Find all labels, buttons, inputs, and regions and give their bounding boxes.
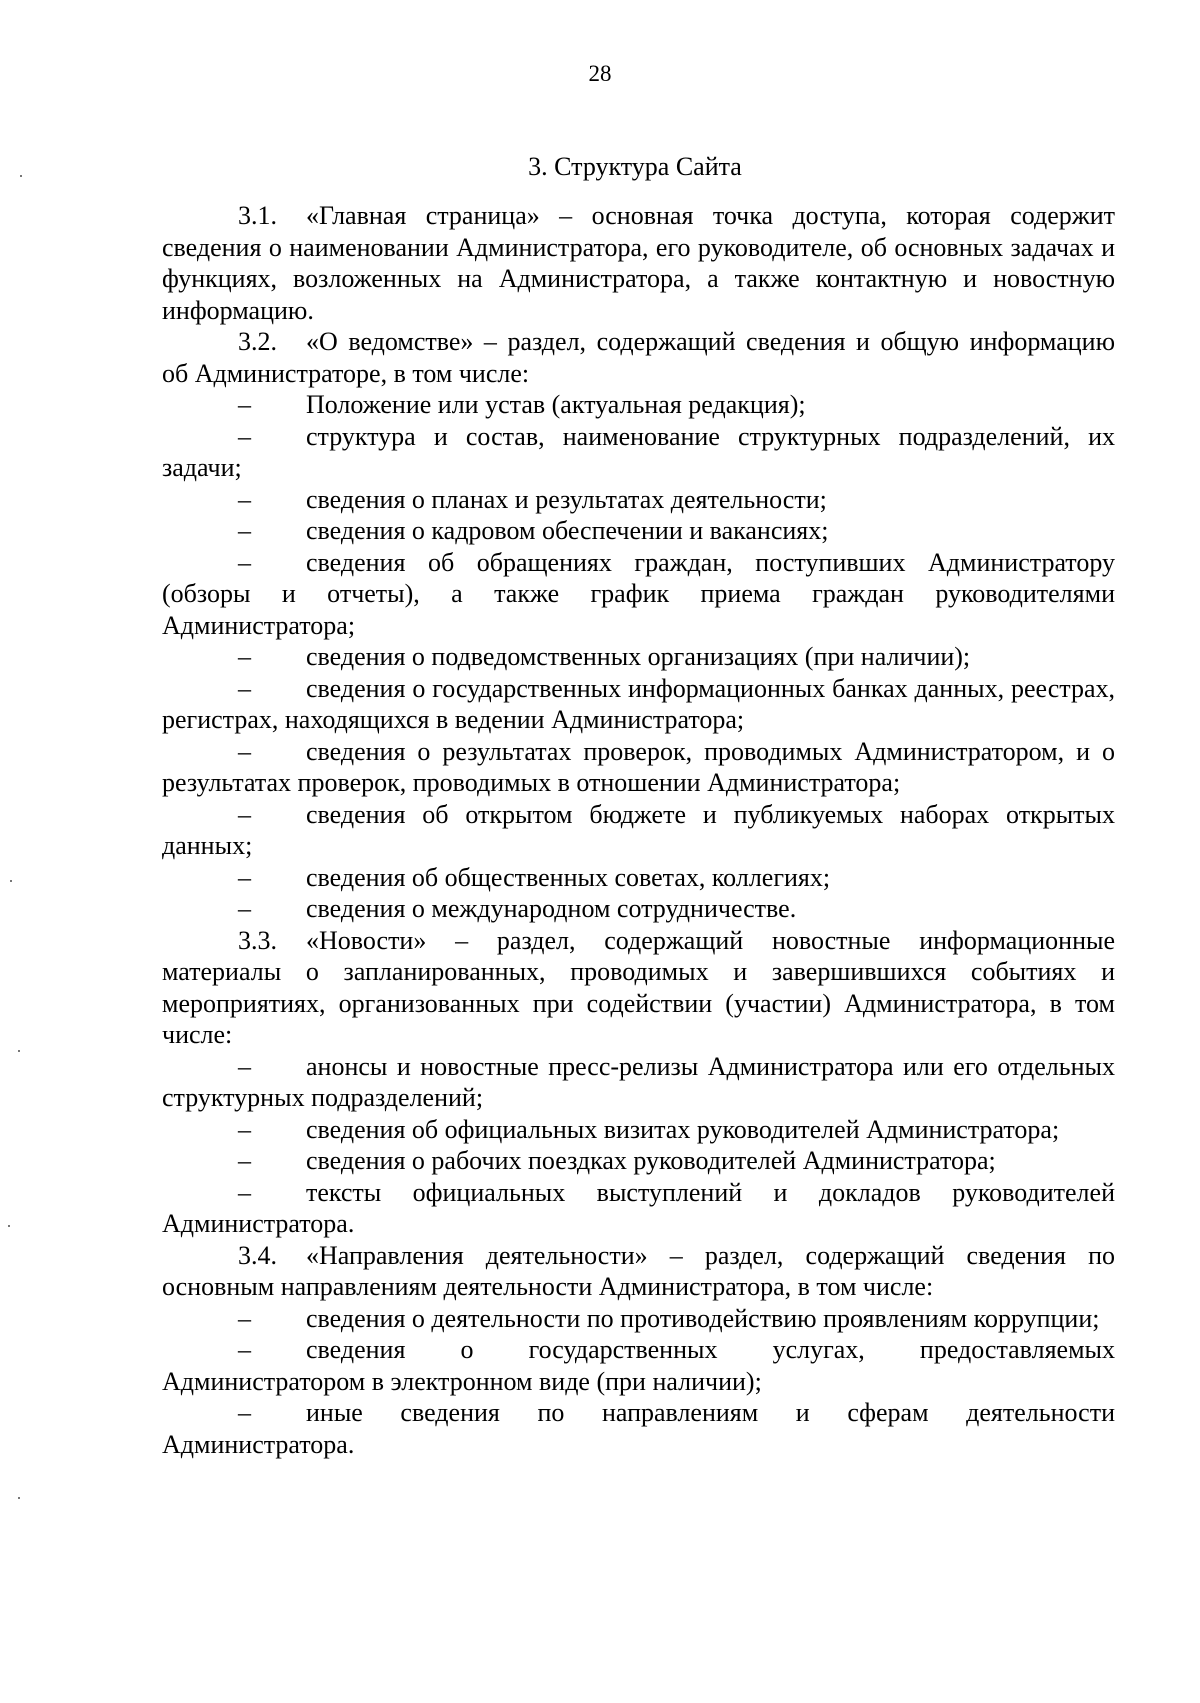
- clause-text: «Новости» – раздел, содержащий новостные информационные материалы о запланированных, проводимых и завершившихся событиях и мероприятиях, организованных при содействии (участии) Администратора, в том числе:: [162, 925, 1115, 1049]
- list-item: [162, 799, 1115, 862]
- dash-marker: –: [238, 736, 251, 766]
- list-item: [162, 1177, 1115, 1240]
- dash-marker: –: [238, 516, 251, 545]
- dash-marker: –: [238, 1114, 251, 1144]
- list-item-text: сведения об обращениях граждан, поступивших Администратору (обзоры и отчеты), а также график приема граждан руководителями Администратора;: [162, 547, 1115, 640]
- list-item-text: тексты официальных выступлений и докладов руководителей Администратора.: [162, 1177, 1115, 1238]
- list-item-text: сведения о планах и результатах деятельности;: [306, 484, 827, 514]
- list-item: [162, 673, 1115, 736]
- scan-speck: [10, 880, 12, 882]
- list-item: [162, 484, 1115, 516]
- dash-marker: –: [238, 862, 251, 892]
- list-item-text: сведения о государственных услугах, предоставляемых Администратором в электронном виде (при наличии);: [162, 1335, 1115, 1396]
- dash-marker: –: [238, 1177, 251, 1207]
- scan-speck: [8, 1225, 10, 1227]
- list-item-text: сведения о государственных информационных банках данных, реестрах, регистрах, находящихся в ведении Администратора;: [162, 673, 1115, 734]
- list-item: [162, 893, 1115, 925]
- list-item-text: сведения об официальных визитах руководителей Администратора;: [306, 1114, 1060, 1144]
- list-item: [162, 1051, 1115, 1114]
- list-item-text: сведения о результатах проверок, проводимых Администратором, и о результатах проверок, проводимых в отношении Администратора;: [162, 736, 1115, 797]
- section-title: 3. Структура Сайта: [528, 152, 742, 181]
- dash-marker: –: [238, 642, 251, 671]
- list-item: [162, 1303, 1115, 1335]
- list-item: [162, 1397, 1115, 1460]
- list-item: [162, 1334, 1115, 1397]
- list-item-text: иные сведения по направлениям и сферам деятельности Администратора.: [162, 1398, 1115, 1459]
- clause-paragraph: [162, 1240, 1115, 1303]
- scan-speck: [20, 175, 22, 177]
- dash-marker: –: [238, 894, 251, 923]
- dash-marker: –: [238, 421, 251, 451]
- list-item-text: сведения о кадровом обеспечении и вакансиях;: [306, 516, 829, 545]
- list-item-text: Положение или устав (актуальная редакция);: [306, 390, 806, 419]
- dash-marker: –: [238, 1146, 251, 1175]
- dash-marker: –: [238, 484, 251, 514]
- clause-number: 3.3.: [238, 925, 277, 955]
- list-item-text: сведения о рабочих поездках руководителей Администратора;: [306, 1146, 996, 1175]
- page-number: 28: [588, 61, 612, 86]
- body-text: [162, 200, 1115, 1460]
- clause-text: «Главная страница» – основная точка доступа, которая содержит сведения о наименовании Администратора, его руководителе, об основных задачах и функциях, возложенных на Администратора, а также контактную и новостную информацию.: [162, 201, 1115, 325]
- clause-number: 3.2.: [238, 327, 277, 356]
- list-item-text: анонсы и новостные пресс-релизы Администратора или его отдельных структурных подразделений;: [162, 1051, 1115, 1112]
- list-item: [162, 547, 1115, 642]
- list-item: [162, 641, 1115, 673]
- dash-marker: –: [238, 1051, 251, 1081]
- list-item: [162, 736, 1115, 799]
- clause-paragraph: [162, 925, 1115, 1051]
- list-item: [162, 862, 1115, 894]
- list-item-text: сведения об открытом бюджете и публикуемых наборах открытых данных;: [162, 799, 1115, 860]
- list-item-text: сведения об общественных советах, коллегиях;: [306, 862, 831, 892]
- clause-paragraph: [162, 200, 1115, 326]
- list-item: [162, 421, 1115, 484]
- list-item: [162, 515, 1115, 547]
- dash-marker: –: [238, 547, 251, 577]
- dash-marker: –: [238, 673, 251, 703]
- clause-paragraph: [162, 326, 1115, 389]
- dash-marker: –: [238, 390, 251, 419]
- scan-speck: [18, 1050, 20, 1052]
- list-item-text: структура и состав, наименование структурных подразделений, их задачи;: [162, 421, 1115, 482]
- dash-marker: –: [238, 1335, 251, 1364]
- clause-text: «О ведомстве» – раздел, содержащий сведения и общую информацию об Администраторе, в том числе:: [162, 327, 1115, 388]
- clause-number: 3.1.: [238, 201, 277, 230]
- dash-marker: –: [238, 1398, 251, 1427]
- scan-speck: [18, 1497, 20, 1499]
- clause-text: «Направления деятельности» – раздел, содержащий сведения по основным направлениям деятельности Администратора, в том числе:: [162, 1240, 1115, 1301]
- list-item: [162, 1145, 1115, 1177]
- list-item: [162, 389, 1115, 421]
- list-item: [162, 1114, 1115, 1146]
- list-item-text: сведения о международном сотрудничестве.: [306, 894, 797, 923]
- list-item-text: сведения о подведомственных организациях (при наличии);: [306, 642, 971, 671]
- dash-marker: –: [238, 1303, 251, 1333]
- list-item-text: сведения о деятельности по противодействию проявлениям коррупции;: [306, 1303, 1100, 1333]
- clause-number: 3.4.: [238, 1240, 277, 1270]
- dash-marker: –: [238, 799, 251, 829]
